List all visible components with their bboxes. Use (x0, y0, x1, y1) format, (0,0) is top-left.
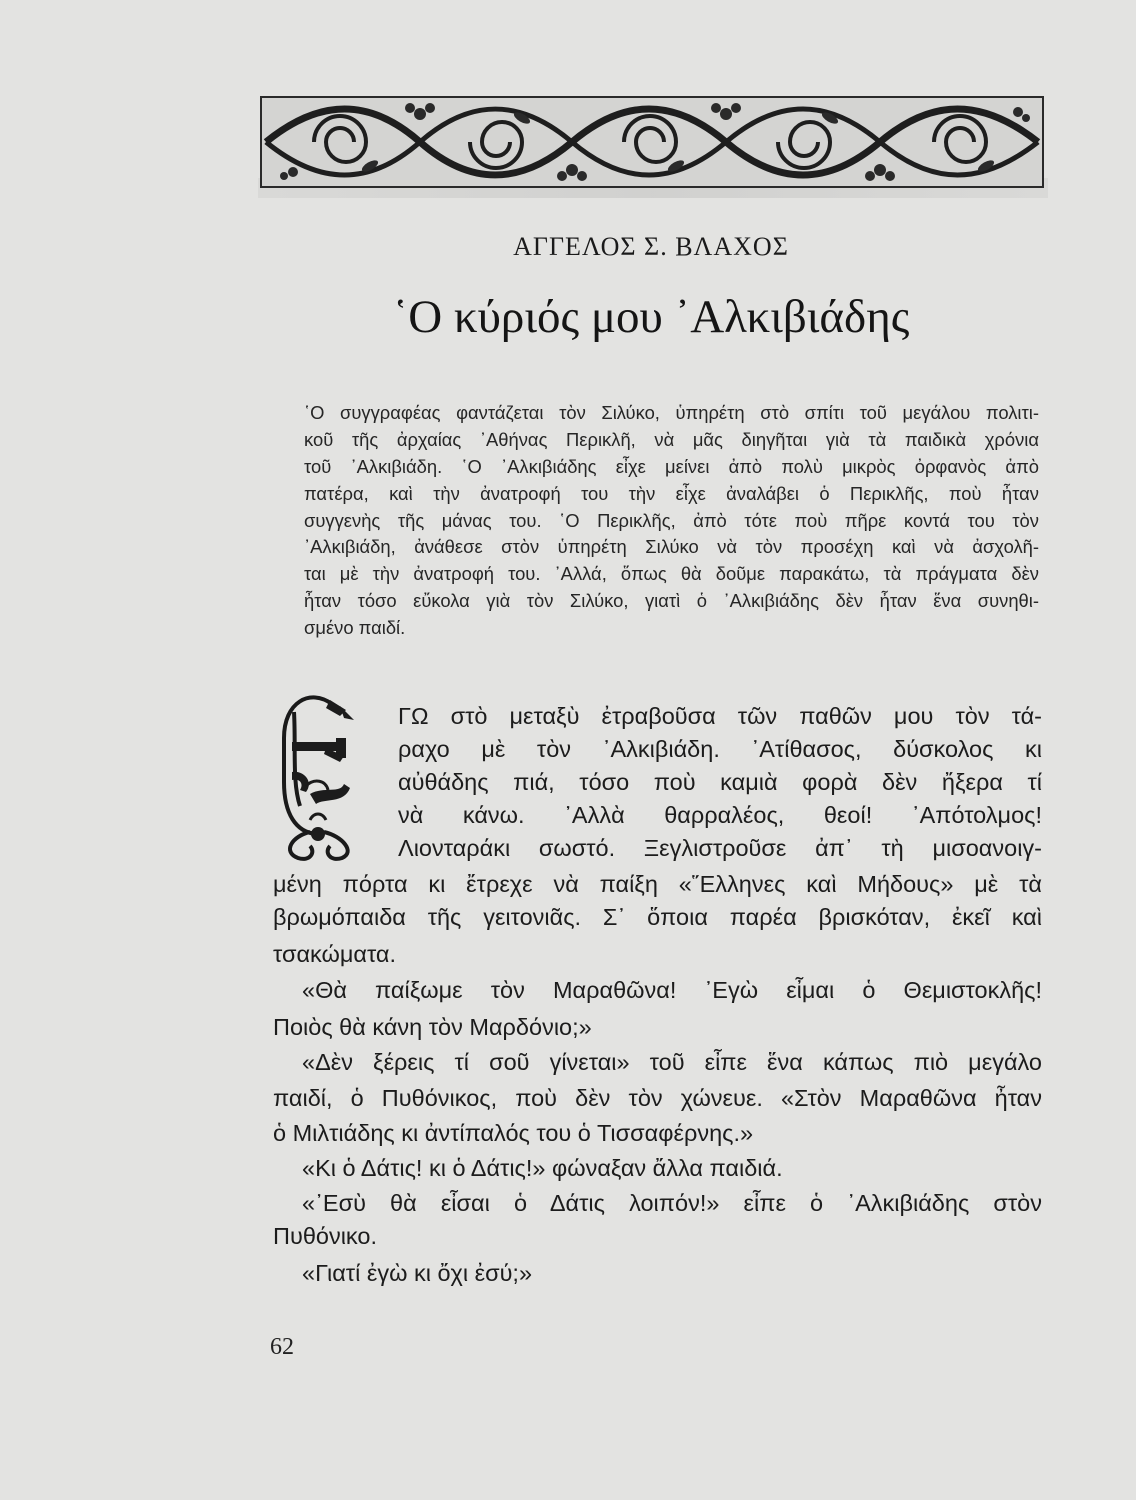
story-line: ὁ Μιλτιάδης κι ἀντίπαλός του ὁ Τισσαφέρνης.» (273, 1120, 754, 1146)
summary-line: ται μὲ τὴν ἀνατροφή του. ᾿Αλλά, ὅπως θὰ δοῦμε παρακάτω, τὰ πράγματα δὲν (304, 563, 1039, 585)
decorative-vine-ornament (260, 96, 1044, 188)
story-line: βρωμόπαιδα τῆς γειτονιᾶς. Σ᾿ ὅποια παρέα βρισκόταν, ἐκεῖ καὶ (273, 904, 1042, 930)
author-name: ΑΓΓΕΛΟΣ Σ. ΒΛΑΧΟΣ (513, 232, 789, 261)
summary-line: ῾Ο συγγραφέας φαντάζεται τὸν Σιλύκο, ὑπηρέτη στὸ σπίτι τοῦ μεγάλου πολιτι- (304, 402, 1039, 423)
story-line: μένη πόρτα κι ἔτρεχε νὰ παίξη «῞Ελληνες καὶ Μήδους» μὲ τὰ (273, 871, 1042, 897)
story-line: Λιονταράκι σωστό. Ξεγλιστροῦσε ἀπ᾿ τὴ μισοανοιγ- (398, 835, 1042, 861)
story-line: αὐθάδης πιά, τόσο ποὺ καμιὰ φορὰ δὲν ἤξερα τί (398, 769, 1042, 795)
summary-line: συγγενὴς τῆς μάνας του. ῾Ο Περικλῆς, ἀπὸ τότε ποὺ πῆρε κοντά του τὸν (304, 509, 1039, 531)
story-line: παιδί, ὁ Πυθόνικος, ποὺ δὲν τὸν χώνευε. «Στὸν Μαραθῶνα ἦταν (273, 1085, 1042, 1111)
story-line: ραχο μὲ τὸν ᾿Αλκιβιάδη. ᾿Ατίθασος, δύσκολος κι (398, 736, 1042, 762)
story-line: Ποιὸς θὰ κάνη τὸν Μαρδόνιο;» (273, 1014, 592, 1040)
story-line: ΓΩ στὸ μεταξὺ ἐτραβοῦσα τῶν παθῶν μου τὸν τά- (398, 703, 1042, 729)
ornamental-drop-cap-e (270, 686, 370, 864)
summary-line: ἦταν τόσο εὔκολα γιὰ τὸν Σιλύκο, γιατὶ ὁ ᾿Αλκιβιάδης δὲν ἦταν ἕνα συνηθι- (304, 590, 1039, 612)
story-line: τσακώματα. (273, 941, 397, 967)
summary-line: τοῦ ᾿Αλκιβιάδη. ῾Ο ᾿Αλκιβιάδης εἶχε μείνει ἀπὸ πολὺ μικρὸς ὀρφανὸς ἀπὸ (304, 455, 1039, 477)
summary-line: πατέρα, καὶ τὴν ἀνατροφή του τὴν εἶχε ἀναλάβει ὁ Περικλῆς, ποὺ ἦταν (304, 482, 1039, 504)
story-line: νὰ κάνω. ᾿Αλλὰ θαρραλέος, θεοί! ᾿Απότολμος! (398, 802, 1042, 828)
story-line: «Κι ὁ Δάτις! κι ὁ Δάτις!» φώναξαν ἄλλα παιδιά. (302, 1155, 783, 1181)
summary-line: ᾿Αλκιβιάδη, ἀνάθεσε στὸν ὑπηρέτη Σιλύκο νὰ τὸν προσέχη καὶ νὰ ἀσχολῆ- (304, 536, 1039, 558)
summary-line: σμένο παιδί. (304, 617, 406, 639)
story-line: Πυθόνικο. (273, 1223, 377, 1249)
chapter-title: ῾Ο κύριός μου ᾿Αλκιβιάδης (392, 291, 910, 343)
summary-paragraph (304, 400, 1039, 642)
story-line: «᾿Εσὺ θὰ εἶσαι ὁ Δάτις λοιπόν!» εἶπε ὁ ᾿Αλκιβιάδης στὸν (302, 1190, 1042, 1216)
story-line: «Θὰ παίξωμε τὸν Μαραθῶνα! ᾿Εγὼ εἶμαι ὁ Θεμιστοκλῆς! (302, 977, 1042, 1003)
summary-line: κοῦ τῆς ἀρχαίας ᾿Αθήνας Περικλῆ, νὰ μᾶς διηγῆται γιὰ τὰ παιδικὰ χρόνια (304, 428, 1039, 450)
story-line: «Δὲν ξέρεις τί σοῦ γίνεται» τοῦ εἶπε ἕνα κάπως πιὸ μεγάλο (302, 1049, 1042, 1075)
page-number: 62 (270, 1334, 294, 1360)
story-line: «Γιατί ἐγὼ κι ὄχι ἐσύ;» (302, 1260, 533, 1286)
